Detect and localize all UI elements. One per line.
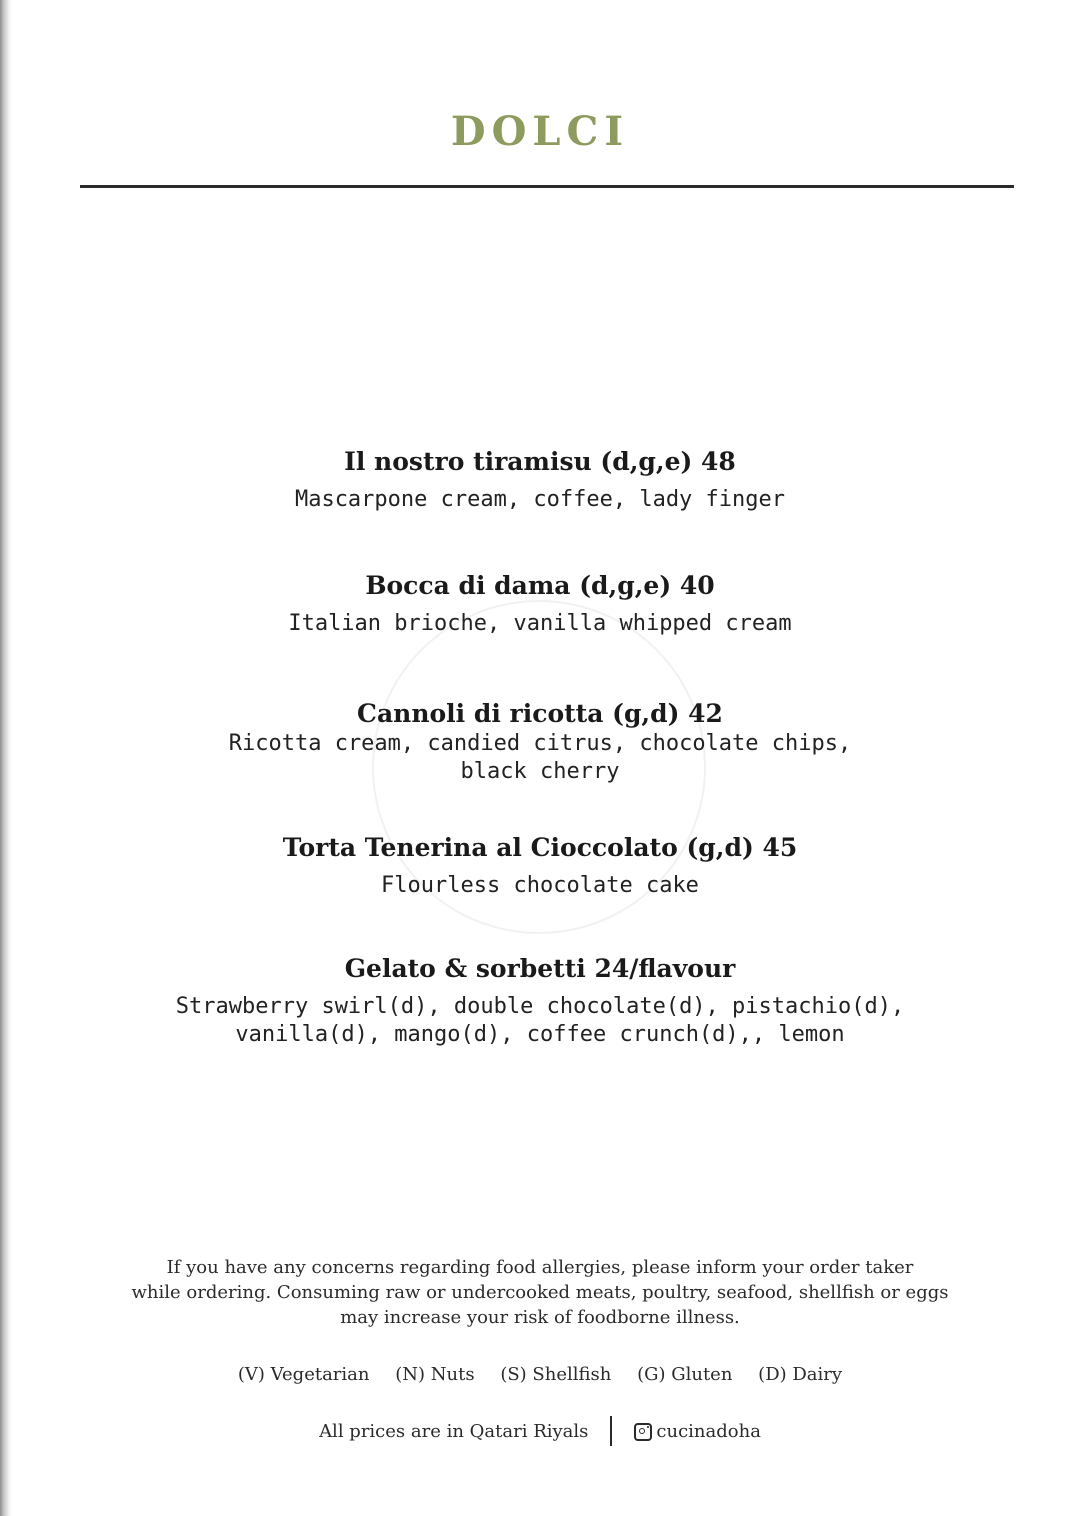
- menu-item-description: [0, 486, 1080, 514]
- title-divider: [80, 185, 1014, 188]
- description-line: Flourless chocolate cake: [381, 873, 699, 898]
- menu-item: [0, 953, 1080, 1049]
- notice-line: If you have any concerns regarding food allergies, please inform your order taker: [166, 1257, 914, 1278]
- menu-item-description: [0, 610, 1080, 638]
- description-line: Ricotta cream, candied citrus, chocolate chips,: [228, 731, 852, 756]
- menu-item-name: Cannoli di ricotta (g,d) 42: [357, 699, 723, 728]
- description-line: Strawberry swirl(d), double chocolate(d), pistachio(d),: [175, 994, 905, 1019]
- notice-line: while ordering. Consuming raw or undercooked meats, poultry, seafood, shellfish or eggs: [131, 1282, 949, 1303]
- legend-dairy: (D) Dairy: [758, 1364, 843, 1385]
- legend-gluten: (G) Gluten: [637, 1364, 733, 1385]
- legend-vegetarian: (V) Vegetarian: [237, 1364, 370, 1385]
- description-line: Italian brioche, vanilla whipped cream: [288, 611, 792, 636]
- menu-item: [0, 832, 1080, 900]
- instagram-handle: cucinadoha: [656, 1420, 761, 1442]
- footer-bottom: [0, 1416, 1080, 1446]
- instagram-icon: [634, 1423, 652, 1441]
- dietary-legend: [0, 1364, 1080, 1385]
- menu-item-name: Bocca di dama (d,g,e) 40: [365, 571, 715, 600]
- description-line: Mascarpone cream, coffee, lady finger: [294, 487, 786, 512]
- menu-item-description: [0, 993, 1080, 1049]
- menu-item-name: Torta Tenerina al Cioccolato (g,d) 45: [282, 833, 798, 862]
- legend-shellfish: (S) Shellfish: [500, 1364, 612, 1385]
- legend-nuts: (N) Nuts: [395, 1364, 475, 1385]
- notice-line: may increase your risk of foodborne illness.: [340, 1307, 740, 1328]
- prices-note: All prices are in Qatari Riyals: [319, 1420, 589, 1442]
- menu-item: [0, 446, 1080, 514]
- footer-divider: [610, 1416, 612, 1446]
- description-line: black cherry: [460, 759, 620, 784]
- menu-item-name: Il nostro tiramisu (d,g,e) 48: [344, 447, 736, 476]
- description-line: vanilla(d), mango(d), coffee crunch(d),, lemon: [235, 1022, 845, 1047]
- menu-item-name: Gelato & sorbetti 24/flavour: [344, 954, 736, 983]
- menu-item: [0, 570, 1080, 638]
- menu-item-description: [0, 872, 1080, 900]
- menu-title: DOLCI: [450, 108, 630, 155]
- menu-item-description: [0, 730, 1080, 786]
- allergy-notice: [0, 1255, 1080, 1330]
- menu-item: [0, 698, 1080, 786]
